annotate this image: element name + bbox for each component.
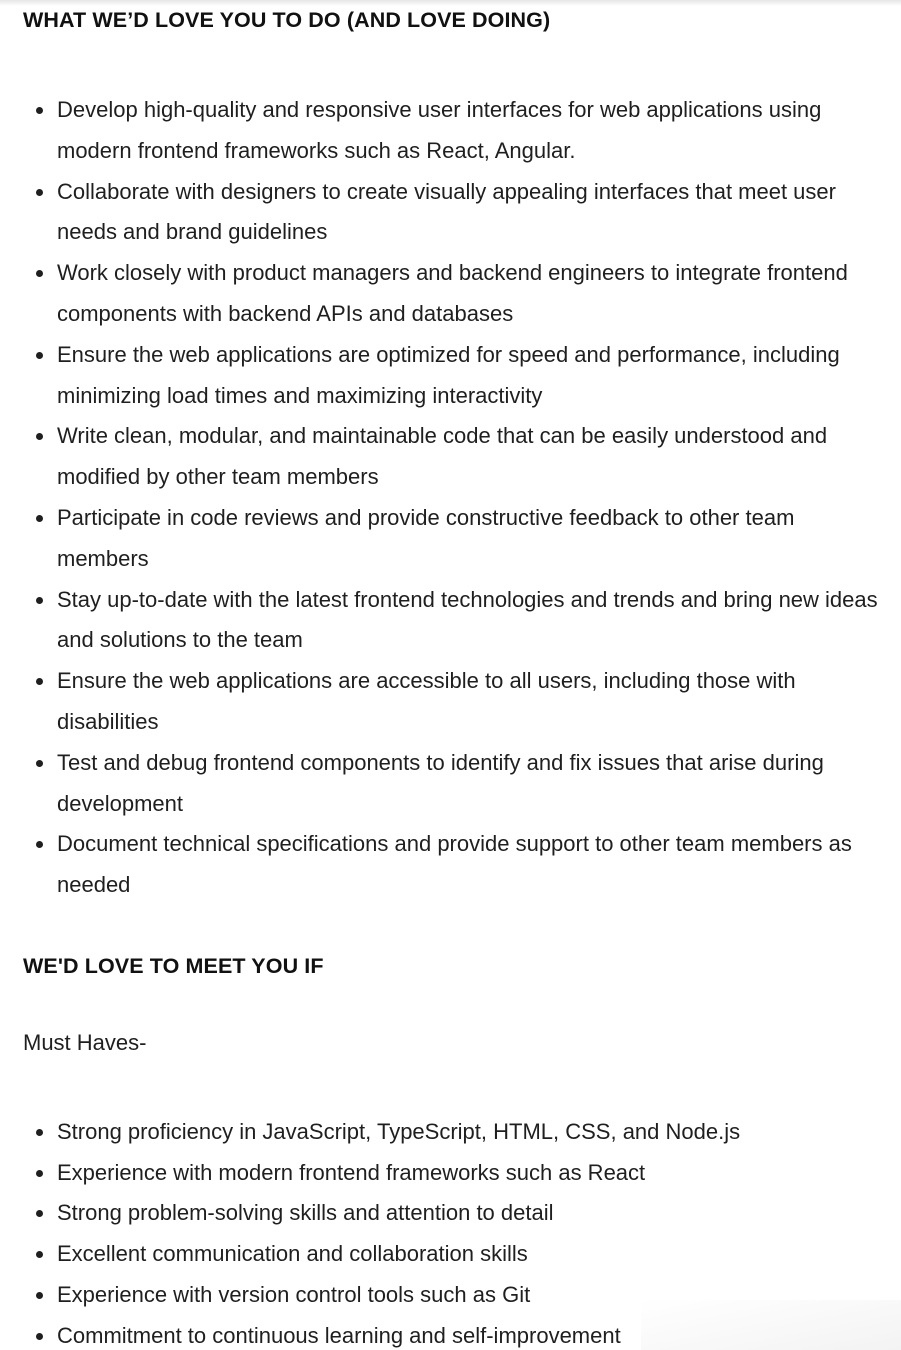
- list-item-text: Develop high-quality and responsive user interfaces for web applications using modern frontend frameworks such as React, Angular.: [57, 97, 822, 163]
- must-haves-label: Must Haves-: [23, 1030, 147, 1055]
- bullet-icon: [36, 1251, 43, 1258]
- list-item-text: Write clean, modular, and maintainable code that can be easily understood and modified by other team members: [57, 423, 828, 490]
- bullet-icon: [36, 189, 43, 196]
- bullet-icon: [36, 760, 43, 767]
- list-item: [23, 824, 883, 906]
- list-item: [23, 172, 883, 254]
- bullet-icon: [36, 433, 43, 440]
- list-item-text: Experience with version control tools such as Git: [57, 1281, 531, 1307]
- list-item-text: Stay up-to-date with the latest frontend technologies and trends and bring new ideas and solutions to the team: [57, 586, 878, 653]
- bullet-icon: [36, 597, 43, 604]
- list-item-text: Participate in code reviews and provide constructive feedback to other team members: [57, 504, 795, 571]
- list-item-text: Excellent communication and collaboration skills: [57, 1241, 528, 1267]
- list-item: [23, 1234, 883, 1275]
- list-item-text: Strong problem-solving skills and attention to detail: [57, 1200, 554, 1226]
- list-item: [23, 90, 883, 172]
- list-item: [23, 416, 883, 498]
- bullet-icon: [36, 1170, 43, 1177]
- list-item: [23, 1112, 883, 1153]
- responsibilities-list: [23, 90, 883, 906]
- list-item: [23, 580, 883, 662]
- list-item-text: Ensure the web applications are accessible to all users, including those with disabilities: [57, 668, 796, 734]
- bullet-icon: [36, 1292, 43, 1299]
- list-item-text: Ensure the web applications are optimized for speed and performance, including minimizing load times and maximizing interactivity: [57, 341, 840, 408]
- responsibilities-heading: WHAT WE’D LOVE YOU TO DO (AND LOVE DOING): [23, 8, 551, 32]
- list-item-text: Work closely with product managers and backend engineers to integrate frontend components with backend APIs and databases: [57, 260, 848, 326]
- list-item: [23, 335, 883, 417]
- list-item-text: Collaborate with designers to create visually appealing interfaces that meet user needs and brand guidelines: [57, 178, 836, 245]
- list-item-text: Strong proficiency in JavaScript, TypeScript, HTML, CSS, and Node.js: [57, 1119, 741, 1144]
- list-item: [23, 253, 883, 335]
- bullet-icon: [36, 1333, 43, 1340]
- list-item: [23, 743, 883, 825]
- list-item-text: Commitment to continuous learning and self-improvement: [57, 1322, 621, 1348]
- list-item: [23, 661, 883, 743]
- top-scroll-shadow: [0, 0, 901, 6]
- bullet-icon: [36, 678, 43, 685]
- list-item: [23, 498, 883, 580]
- requirements-heading: WE'D LOVE TO MEET YOU IF: [23, 954, 324, 978]
- bullet-icon: [36, 270, 43, 277]
- bullet-icon: [36, 1210, 43, 1217]
- bullet-icon: [36, 515, 43, 522]
- bullet-icon: [36, 1129, 43, 1136]
- bottom-scroll-fade: [641, 1300, 901, 1350]
- list-item: [23, 1193, 883, 1234]
- list-item-text: Experience with modern frontend frameworks such as React: [57, 1159, 646, 1185]
- bullet-icon: [36, 107, 43, 114]
- list-item: [23, 1153, 883, 1194]
- bullet-icon: [36, 841, 43, 848]
- list-item-text: Test and debug frontend components to identify and fix issues that arise during development: [57, 749, 824, 816]
- list-item-text: Document technical specifications and provide support to other team members as needed: [57, 831, 852, 898]
- bullet-icon: [36, 352, 43, 359]
